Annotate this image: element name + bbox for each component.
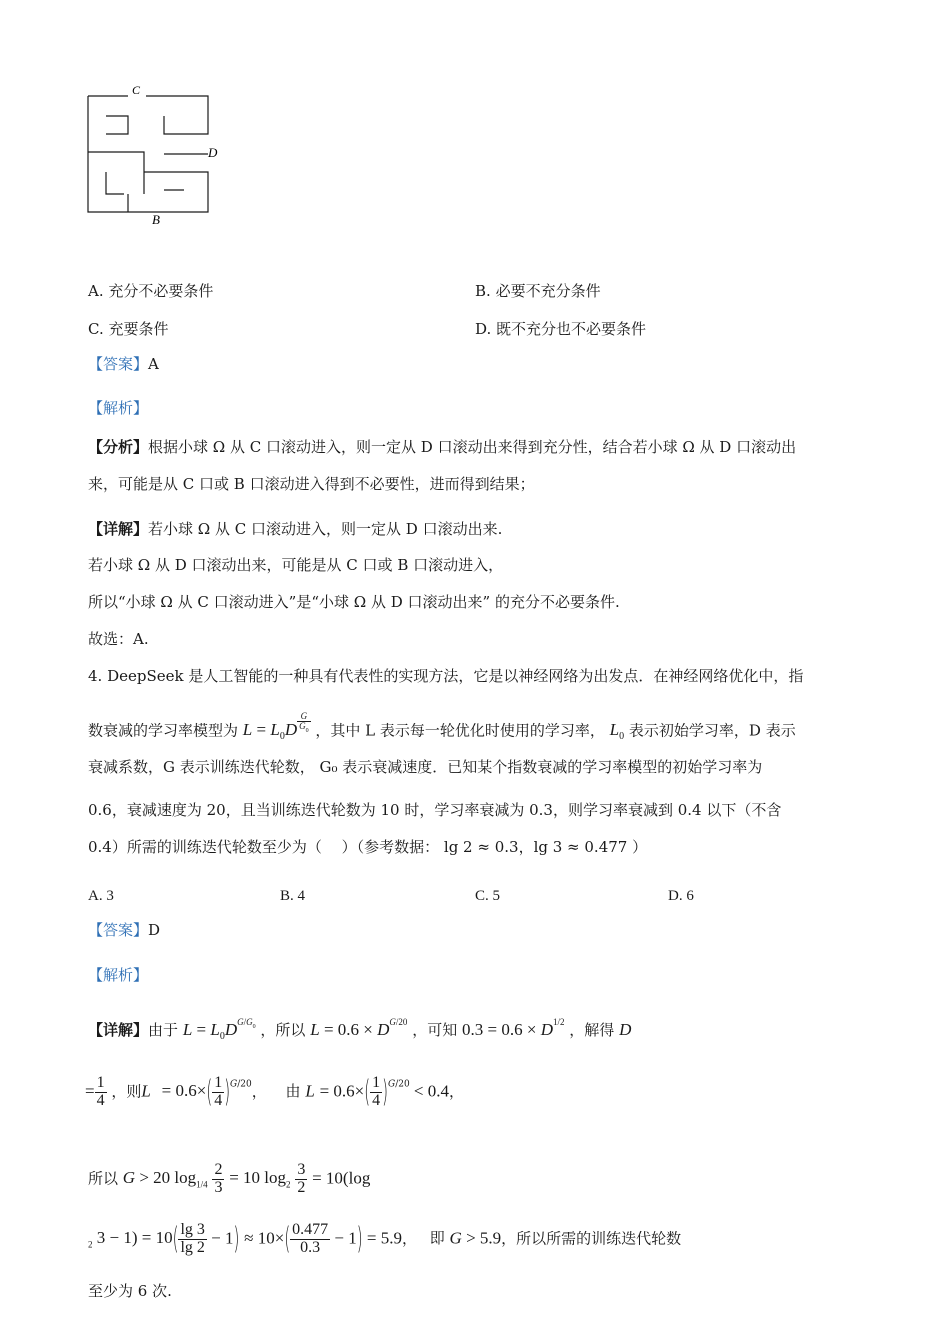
q4-answer: 【答案】D bbox=[88, 921, 161, 939]
q3-option-b: B. 必要不充分条件 bbox=[475, 282, 601, 300]
q3-fenxi-line1: 【分析】根据小球 Ω 从 C 口滚动进入，则一定从 D 口滚动出来得到充分性，结合若小球 Ω 从 D 口滚动出 bbox=[88, 438, 797, 456]
q3-option-a: A. 充分不必要条件 bbox=[88, 282, 214, 300]
q4-option-c: C. 5 bbox=[475, 888, 501, 904]
q4-detail-line4: $_2$ 3 − 1) = 10( $\frac{\lg 3}{\lg 2}$ − 1) ≈ 10×( $\frac{0.477}{0.3}$ − 1) = 5.9， 即 G > 5.9，所以所需的训练迭代轮数 bbox=[88, 1220, 682, 1257]
q4-detail-line1: 【详解】由于 $L = L_0D^{G/G_0}$ ，所以 $L = 0.6 \times D^{G/20}$ ，可知 $0.3 = 0.6 \times D^{1/2}$ ，解得 D bbox=[88, 1017, 632, 1042]
q4-line1: 4. DeepSeek 是人工智能的一种具有代表性的实现方法，它是以神经网络为出发点．在神经网络优化中，指 bbox=[88, 667, 804, 685]
q3-answer: 【答案】A bbox=[88, 355, 159, 373]
maze-label-c: C bbox=[132, 83, 141, 97]
maze-figure bbox=[80, 82, 240, 232]
q4-analysis-tag: 【解析】 bbox=[88, 966, 149, 984]
q3-analysis-tag: 【解析】 bbox=[88, 399, 149, 417]
q4-line3: 衰减系数，G 表示训练迭代轮数， G₀ 表示衰减速度．已知某个指数衰减的学习率模型的初始学习率为 bbox=[88, 758, 763, 776]
q3-fenxi-line2: 来，可能是从 C 口或 B 口滚动进入得到不必要性，进而得到结果； bbox=[88, 475, 535, 493]
q4-detail-line2: = $\frac{1}{4}$ ，则L = 0.6×( $\frac{1}{4}$ )$^{G/20}$， 由 L = 0.6×( $\frac{1}{4}$ )$^{G/20}$ < 0.4， bbox=[85, 1073, 465, 1110]
q4-line4: 0.6，衰减速度为 20，且当训练迭代轮数为 10 时，学习率衰减为 0.3，则学习率衰减到 0.4 以下（不含 bbox=[88, 801, 782, 819]
q3-detail-line2: 若小球 Ω 从 D 口滚动出来，可能是从 C 口或 B 口滚动进入， bbox=[88, 556, 504, 574]
maze-label-b: B bbox=[152, 212, 160, 227]
q3-choice-line: 故选：A. bbox=[88, 630, 149, 648]
q4-detail-line5: 至少为 6 次. bbox=[88, 1282, 172, 1300]
q4-option-a: A. 3 bbox=[88, 888, 114, 904]
q4-option-d: D. 6 bbox=[668, 888, 694, 904]
q4-line2: 数衰减的学习率模型为 $L = L_0D$ $^{\frac{G}{G_0}}$ ，其中 L 表示每一轮优化时使用的学习率， $L_0$ 表示初始学习率，D 表示 bbox=[88, 711, 796, 743]
q4-option-b: B. 4 bbox=[280, 888, 306, 904]
q4-model-formula: $L = L_0D$ $^{\frac{G}{G_0}}$ bbox=[242, 711, 309, 743]
q3-option-c: C. 充要条件 bbox=[88, 320, 169, 338]
q3-detail-line1: 【详解】若小球 Ω 从 C 口滚动进入，则一定从 D 口滚动出来. bbox=[88, 520, 503, 538]
q3-detail-line3: 所以“小球 Ω 从 C 口滚动进入”是“小球 Ω 从 D 口滚动出来” 的充分不必要条件. bbox=[88, 593, 620, 611]
q4-detail-line3: 所以 G > 20 $\log_{1/4}$ $\frac{2}{3}$ = 10 $\log_2$ $\frac{3}{2}$ = 10(log bbox=[88, 1161, 371, 1196]
q3-option-d: D. 既不充分也不必要条件 bbox=[475, 320, 647, 338]
q4-line5: 0.4）所需的训练迭代轮数至少为（ ）（参考数据： lg 2 ≈ 0.3，lg 3 ≈ 0.477 ） bbox=[88, 838, 648, 856]
maze-label-d: D bbox=[208, 145, 218, 160]
